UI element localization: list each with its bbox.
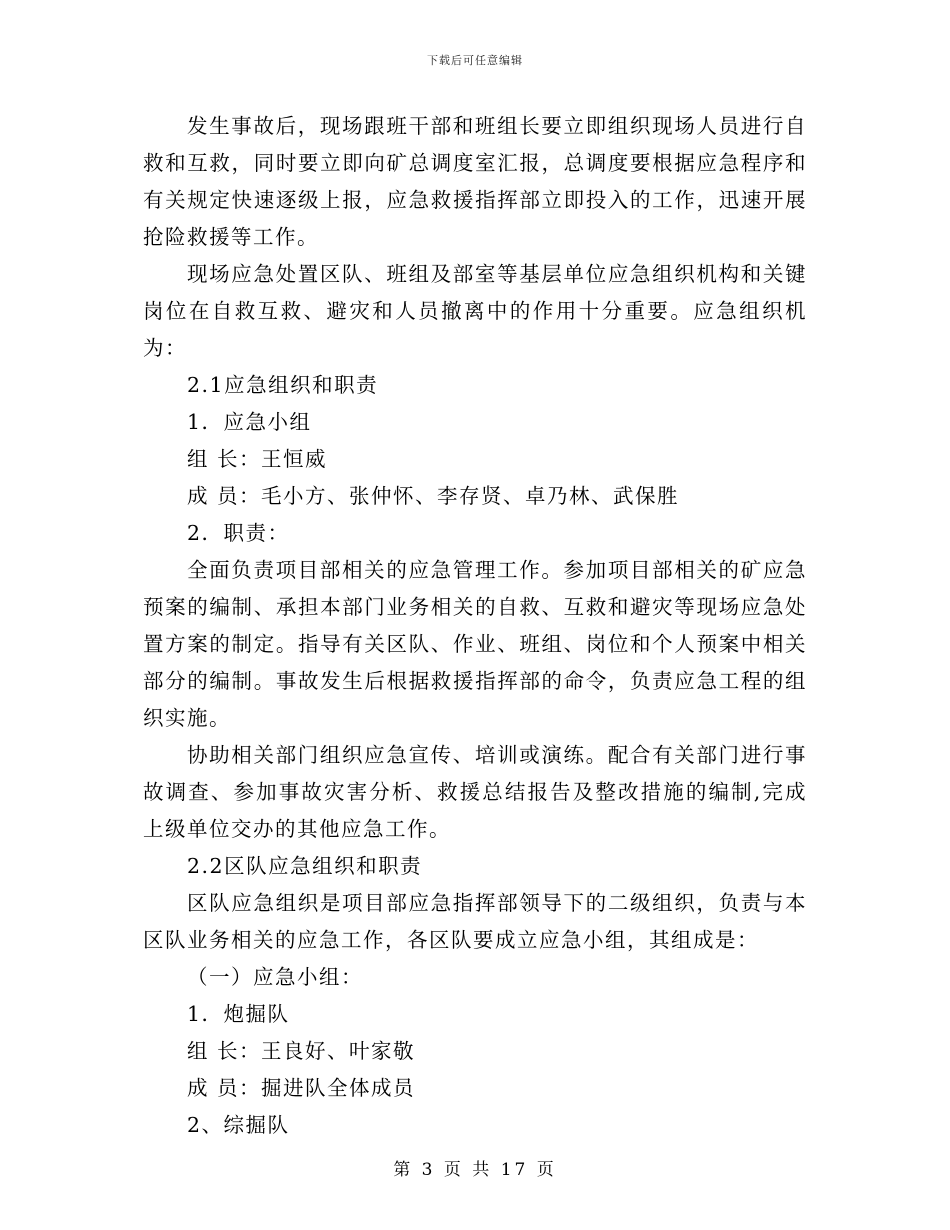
paragraph-team-organization: 区队应急组织是项目部应急指挥部领导下的二级组织，负责与本区队业务相关的应急工作，各区队要成立应急小组，其组成是： [143,891,807,952]
team-members-line: 成 员：掘进队全体成员 [187,1076,416,1100]
paragraph-organization-intro: 现场应急处置区队、班组及部室等基层单位应急组织机构和关键岗位在自救互救、避灾和人员撤离中的作用十分重要。应急组织机为： [143,262,807,360]
team-leader-line: 组 长：王良好、叶家敬 [187,1039,416,1063]
section-heading-2-1: 2.1应急组织和职责 [187,373,379,397]
section-heading-2-2: 2.2区队应急组织和职责 [187,854,423,878]
group-leader-line: 组 长：王恒威 [187,447,328,471]
page-number: 第 3 页 共 17 页 [393,1160,557,1180]
list-item-blasting-team: 1．炮掘队 [187,1002,290,1026]
list-item-duties: 2．职责： [187,521,290,545]
paragraph-duties: 全面负责项目部相关的应急管理工作。参加项目部相关的矿应急预案的编制、承担本部门业务相关的自救、互救和避灾等现场应急处置方案的制定。指导有关区队、作业、班组、岗位和个人预案中相关部分的编制。事故发生后根据救援指挥部的命令，负责应急工程的组织实施。 [143,558,807,730]
document-body [143,108,807,1144]
subheading-emergency-group: （一）应急小组： [187,965,363,989]
group-members-line: 成 员：毛小方、张仲怀、李存贤、卓乃林、武保胜 [187,484,680,508]
list-item-comprehensive-team: 2、综掘队 [187,1113,290,1137]
paragraph-accident-response: 发生事故后，现场跟班干部和班组长要立即组织现场人员进行自救和互救，同时要立即向矿总调度室汇报，总调度要根据应急程序和有关规定快速逐级上报，应急救援指挥部立即投入的工作，迅速开展抢险救援等工作。 [143,114,807,249]
list-item-emergency-group: 1．应急小组 [187,410,312,434]
page-header-note: 下载后可任意编辑 [427,54,523,67]
paragraph-assist: 协助相关部门组织应急宣传、培训或演练。配合有关部门进行事故调查、参加事故灾害分析、救援总结报告及整改措施的编制,完成上级单位交办的其他应急工作。 [143,743,807,841]
